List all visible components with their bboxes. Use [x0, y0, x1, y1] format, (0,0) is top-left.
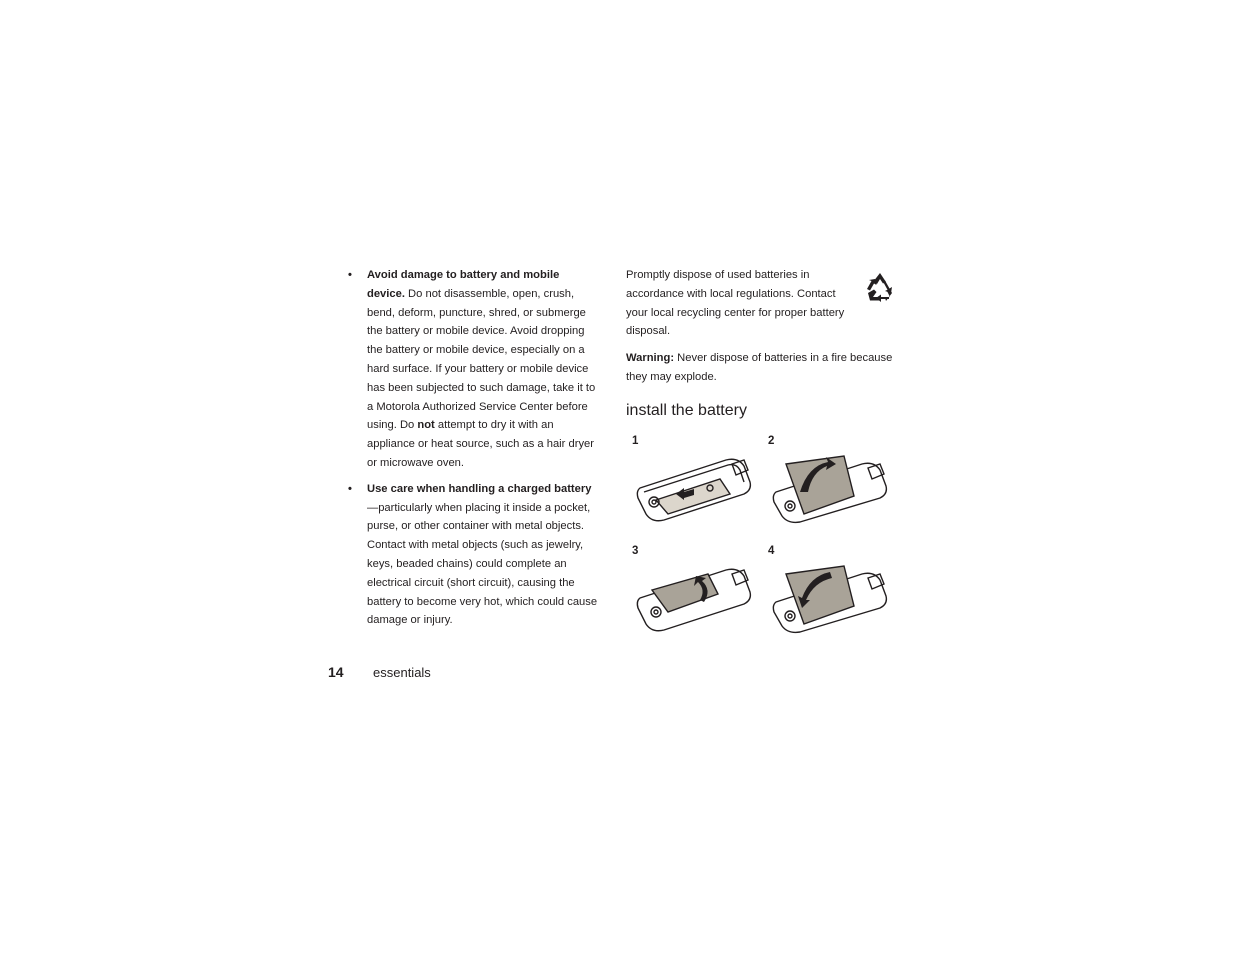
phone-lift-cover-illustration: [770, 448, 894, 524]
bullet-text: attempt to dry it with an appliance or heat source, such as a hair dryer or microwave oven.: [367, 419, 594, 469]
warning-text: Never dispose of batteries in a fire because they may explode.: [626, 352, 893, 383]
step-number: 3: [632, 545, 639, 557]
right-column: [626, 266, 898, 557]
step-1: [626, 432, 762, 532]
bullet-dot: •: [348, 269, 352, 281]
page-number: 14: [328, 664, 344, 680]
step-4: [762, 542, 898, 642]
recycle-icon: [864, 271, 896, 303]
section-title: install the battery: [626, 401, 747, 419]
bullet-heading: Use care when handling a charged battery: [367, 482, 592, 495]
step-number: 2: [768, 435, 775, 447]
step-3: [626, 542, 762, 642]
warning-paragraph: [626, 349, 898, 387]
step-number: 4: [768, 545, 775, 557]
bullet-text: —particularly when placing it inside a pocket, purse, or other container with metal objects. Contact with metal objects (such as jewelry, keys, beaded chains) could complete an electrical circuit (short circuit), causing the battery to become very hot, which could cause damage or injury.: [367, 501, 598, 627]
step-2: [762, 432, 898, 532]
bullet-handle-battery: [348, 480, 600, 630]
battery-steps: [626, 432, 898, 642]
warning-label: Warning:: [626, 352, 675, 365]
bullet-avoid-damage: [348, 266, 600, 473]
bullet-emphasis: not: [417, 419, 435, 432]
bullet-dot: •: [348, 482, 352, 495]
bullet-text: Do not disassemble, open, crush, bend, deform, puncture, shred, or submerge the battery or mobile device. Avoid dropping the battery or mobile device, especially on a hard surface. If your battery or mobile device has been subjected to such damage, take it to a Motorola Authorized Service Center before using. Do: [367, 287, 596, 432]
phone-insert-battery-illustration: [634, 558, 758, 634]
dispose-paragraph: Promptly dispose of used batteries in accordance with local regulations. Contact your local recycling center for proper battery disposal.: [626, 269, 845, 338]
phone-replace-cover-illustration: [770, 558, 894, 634]
left-column: [348, 266, 600, 637]
step-number: 1: [632, 435, 639, 447]
section-label: essentials: [373, 665, 431, 680]
bullet-heading: Avoid damage to battery and mobile device.: [367, 269, 560, 300]
phone-slide-cover-off-illustration: [634, 448, 758, 524]
